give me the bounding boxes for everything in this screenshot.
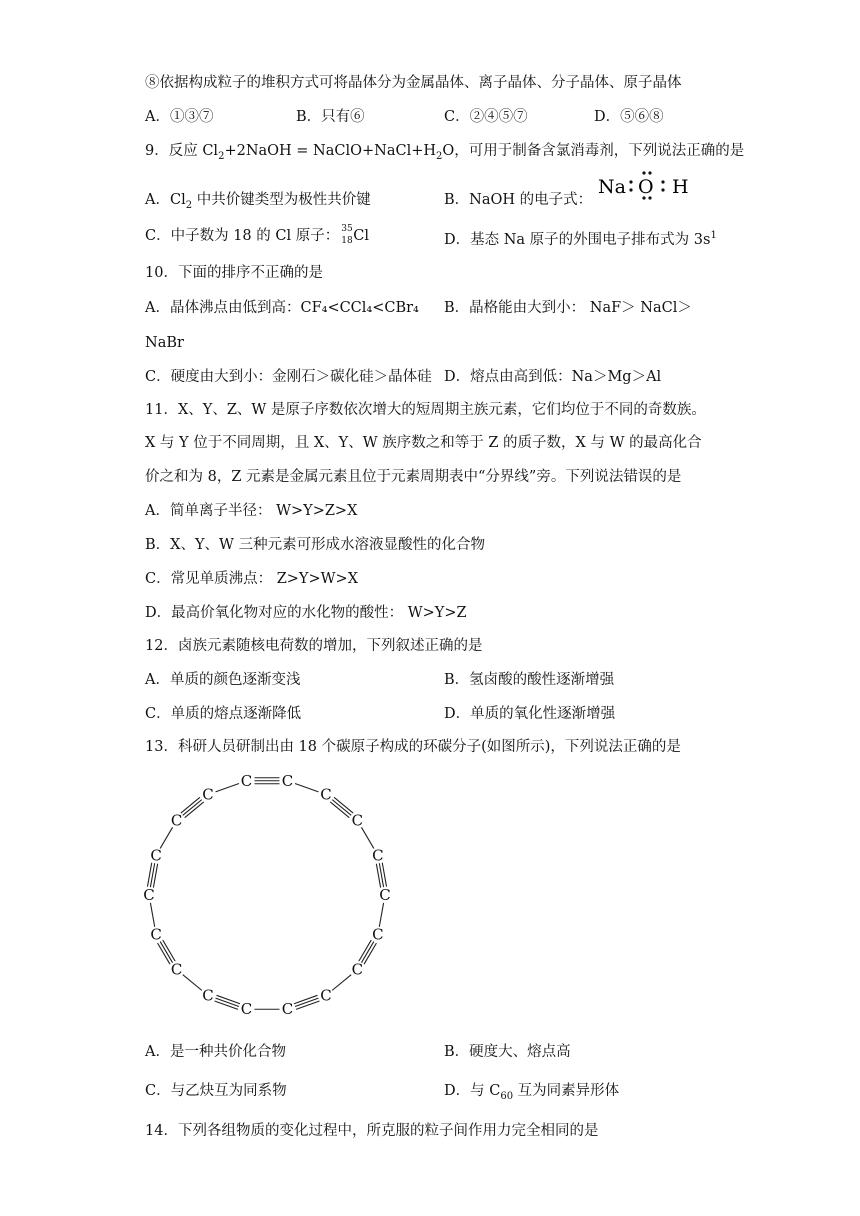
triple-bond-line <box>158 943 170 964</box>
single-bond <box>295 783 318 791</box>
q8-option-c: C．②④⑤⑦ <box>444 109 528 125</box>
carbon-atom: C <box>281 771 294 790</box>
carbon-atom: C <box>372 846 384 865</box>
q8-option-d: D．⑤⑥⑧ <box>594 109 664 125</box>
single-bond <box>183 975 202 991</box>
triple-bond-line <box>181 797 200 813</box>
isotope-notation: 35 18 <box>341 224 353 246</box>
triple-bond-line <box>334 797 353 813</box>
carbon-atom: C <box>320 986 332 1005</box>
carbon-atom: C <box>281 1000 294 1019</box>
triple-bond-line <box>364 943 376 964</box>
q13-option-a: A．是一种共价化合物 <box>145 1044 286 1060</box>
carbon-atom: C <box>202 986 214 1005</box>
triple-bond-line <box>330 802 349 818</box>
q10-option-c: C．硬度由大到小：金刚石＞碳化硅＞晶体硅 <box>145 369 432 385</box>
q11-option-d: D．最高价氧化物对应的水化物的酸性： W>Y>Z <box>145 605 467 621</box>
q10-option-b: B．晶格能由大到小： NaF＞ NaCl＞ <box>444 300 692 316</box>
carbon-atom: C <box>202 785 214 804</box>
carbon-atom: C <box>150 846 162 865</box>
carbon-atom: C <box>351 960 364 979</box>
q14-stem: 14．下列各组物质的变化过程中，所克服的粒子间作用力完全相同的是 <box>145 1123 599 1139</box>
q13-option-c: C．与乙炔互为同系物 <box>145 1083 287 1099</box>
single-bond <box>160 827 172 848</box>
triple-bond-line <box>359 940 371 961</box>
q11-stem-line3: 价之和为 8，Z 元素是金属元素且位于元素周期表中“分界线”旁。下列说法错误的是 <box>145 469 682 485</box>
q13-option-d: D．与 $C_{60}$ 互为同素异形体 <box>444 1083 620 1102</box>
carbon-atom: C <box>240 1000 253 1019</box>
q9-option-a: A．$Cl_2$ 中共价键类型为极性共价键 <box>145 192 371 211</box>
carbon-atom: C <box>372 925 384 944</box>
q13-stem: 13．科研人员研制出由 18 个碳原子构成的环碳分子(如图所示)，下列说法正确的是 <box>145 739 681 755</box>
single-bond <box>216 783 239 791</box>
naoh-lewis-structure <box>596 168 706 208</box>
triple-bond-line <box>183 800 202 816</box>
q8-option-b: B．只有⑥ <box>296 109 365 125</box>
q9-option-c: C．中子数为 18 的 Cl 原子： 35 18 Cl <box>145 224 369 246</box>
triple-bond-line <box>332 800 351 816</box>
carbon-atom: C <box>150 925 162 944</box>
q12-stem: 12．卤族元素随核电荷数的增加，下列叙述正确的是 <box>145 638 483 654</box>
q10-option-b-cont: NaBr <box>145 335 184 351</box>
q9-stem: 9．反应 $Cl_2+2NaOH$ = $NaClO+NaCl+H_2O$，可用于制备含氯消毒剂，下列说法正确的是 <box>145 143 745 162</box>
q11-option-b: B．X、Y、W 三种元素可形成水溶液显酸性的化合物 <box>145 537 486 553</box>
triple-bond-line <box>361 942 373 963</box>
triple-bond-line <box>185 802 204 818</box>
q12-option-c: C．单质的熔点逐渐降低 <box>145 706 302 722</box>
q10-option-d: D．熔点由高到低：Na＞Mg＞Al <box>444 369 662 385</box>
carbon-atom: C <box>170 811 183 830</box>
q10-option-a: A．晶体沸点由低到高：CF₄<CCl₄<CBr₄ <box>145 300 419 316</box>
lewis-h: H <box>672 176 689 198</box>
q8-option-a: A．①③⑦ <box>145 109 214 125</box>
lewis-na: Na <box>598 176 626 198</box>
carbon-atom: C <box>351 811 364 830</box>
q12-option-b: B．氢卤酸的酸性逐渐增强 <box>444 672 615 688</box>
q11-option-c: C．常见单质沸点： Z>Y>W>X <box>145 571 359 587</box>
q11-option-a: A．简单离子半径： W>Y>Z>X <box>145 503 358 519</box>
single-bond <box>150 903 154 927</box>
cyclocarbon-diagram <box>130 760 410 1035</box>
q9-option-b: B．NaOH 的电子式： <box>444 192 593 208</box>
q10-stem: 10．下面的排序不正确的是 <box>145 265 323 281</box>
carbon-atom: C <box>320 785 332 804</box>
q11-stem-line2: X 与 Y 位于不同周期，且 X、Y、W 族序数之和等于 Z 的质子数，X 与 W 的最高化合 <box>145 435 702 451</box>
carbon-atom: C <box>143 886 155 904</box>
q13-option-b: B．硬度大、熔点高 <box>444 1044 571 1060</box>
carbon-atom: C <box>240 771 253 790</box>
triple-bond-line <box>163 940 175 961</box>
carbon-atom: C <box>379 886 391 904</box>
q12-option-a: A．单质的颜色逐渐变浅 <box>145 672 301 688</box>
carbon-atom: C <box>170 960 183 979</box>
q11-stem-line1: 11．X、Y、Z、W 是原子序数依次增大的短周期主族元素，它们均位于不同的奇数族。 <box>145 402 706 418</box>
single-bond <box>379 903 383 927</box>
q8-item8: ⑧依据构成粒子的堆积方式可将晶体分为金属晶体、离子晶体、分子晶体、原子晶体 <box>145 75 682 91</box>
q12-option-d: D．单质的氧化性逐渐增强 <box>444 706 616 722</box>
q9-option-d: D．基态 Na 原子的外围电子排布式为 $3s^1$ <box>444 230 717 248</box>
single-bond <box>361 827 373 848</box>
triple-bond-line <box>160 942 172 963</box>
lewis-o: O <box>638 176 654 198</box>
single-bond <box>332 975 351 991</box>
